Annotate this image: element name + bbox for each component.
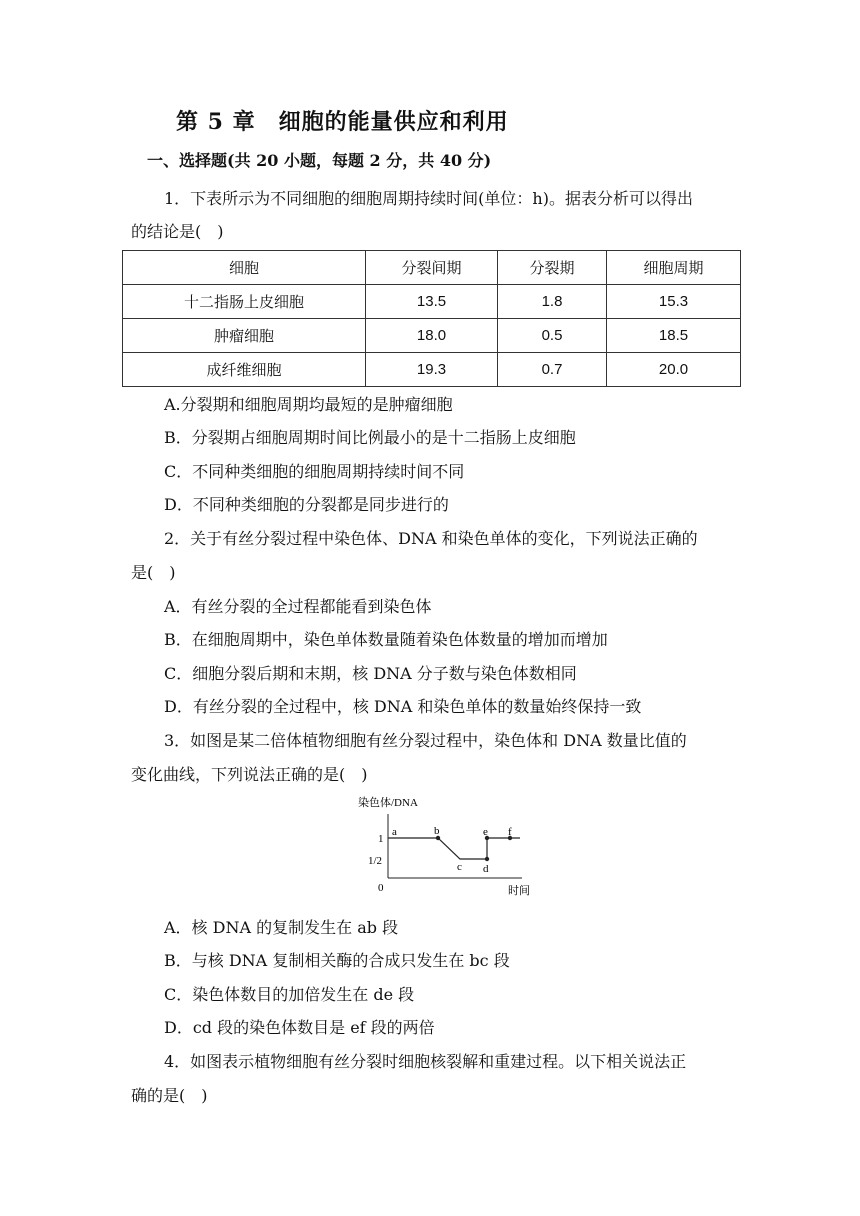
q1-option-c: C．不同种类细胞的细胞周期持续时间不同	[164, 462, 465, 481]
table-cell: 十二指肠上皮细胞	[123, 285, 366, 319]
graph-point-label: a	[392, 826, 397, 838]
table-header-cell: 分裂间期	[366, 251, 498, 285]
q3-option-b: B．与核 DNA 复制相关酶的合成只发生在 bc 段	[164, 951, 510, 970]
table-header-row	[123, 251, 741, 285]
q4-stem-line2: 确的是( )	[131, 1086, 208, 1105]
q2-option-d: D．有丝分裂的全过程中，核 DNA 和染色单体的数量始终保持一致	[164, 697, 642, 716]
graph-curve	[388, 838, 520, 859]
q2-stem-line2: 是( )	[131, 563, 176, 582]
table-row	[123, 285, 741, 319]
table-cell: 20.0	[607, 353, 741, 387]
graph-xlabel: 时间	[508, 885, 530, 897]
cell-cycle-table	[122, 250, 741, 387]
graph-point-label: b	[434, 825, 440, 837]
table-row	[123, 319, 741, 353]
q3-option-d: D．cd 段的染色体数目是 ef 段的两倍	[164, 1018, 435, 1037]
table-cell: 13.5	[366, 285, 498, 319]
q4-stem-line1: 4．如图表示植物细胞有丝分裂时细胞核裂解和重建过程。以下相关说法正	[164, 1052, 687, 1071]
q2-stem-line1: 2．关于有丝分裂过程中染色体、DNA 和染色单体的变化，下列说法正确的	[164, 529, 698, 548]
table-cell: 19.3	[366, 353, 498, 387]
q3-option-a: A．核 DNA 的复制发生在 ab 段	[164, 918, 399, 937]
q2-option-c: C．细胞分裂后期和末期，核 DNA 分子数与染色体数相同	[164, 664, 577, 683]
graph-y-tick-1: 1	[378, 833, 384, 845]
q1-stem-line2: 的结论是( )	[131, 222, 224, 241]
table-cell: 成纤维细胞	[123, 353, 366, 387]
graph-y-tick-half: 1/2	[368, 855, 383, 867]
graph-point-label: e	[483, 826, 488, 838]
graph-origin-label: 0	[378, 882, 384, 894]
chapter-title: 第 5 章 细胞的能量供应和利用	[176, 109, 509, 135]
graph-point-label: c	[457, 861, 462, 873]
graph-point-label: f	[508, 826, 512, 838]
chromosome-dna-ratio-graph	[350, 792, 550, 902]
table-cell: 15.3	[607, 285, 741, 319]
q3-stem-line1: 3．如图是某二倍体植物细胞有丝分裂过程中，染色体和 DNA 数量比值的	[164, 731, 687, 750]
q3-option-c: C．染色体数目的加倍发生在 de 段	[164, 985, 415, 1004]
table-header-cell: 细胞周期	[607, 251, 741, 285]
q2-option-b: B．在细胞周期中，染色单体数量随着染色体数量的增加而增加	[164, 630, 608, 649]
q1-stem-line1: 1．下表所示为不同细胞的细胞周期持续时间(单位：h)。据表分析可以得出	[164, 189, 693, 208]
q1-option-b: B．分裂期占细胞周期时间比例最小的是十二指肠上皮细胞	[164, 428, 576, 447]
table-header-cell: 分裂期	[498, 251, 607, 285]
table-cell: 0.5	[498, 319, 607, 353]
table-header-cell: 细胞	[123, 251, 366, 285]
table-cell: 18.0	[366, 319, 498, 353]
graph-ylabel: 染色体/DNA	[358, 797, 418, 809]
table-cell: 肿瘤细胞	[123, 319, 366, 353]
table-cell: 0.7	[498, 353, 607, 387]
q1-option-a: A.分裂期和细胞周期均最短的是肿瘤细胞	[164, 395, 453, 414]
q2-option-a: A．有丝分裂的全过程都能看到染色体	[164, 597, 432, 616]
section-heading: 一、选择题(共 20 小题，每题 2 分，共 40 分)	[147, 151, 492, 170]
q1-option-d: D．不同种类细胞的分裂都是同步进行的	[164, 495, 449, 514]
table-cell: 1.8	[498, 285, 607, 319]
table-cell: 18.5	[607, 319, 741, 353]
q3-stem-line2: 变化曲线，下列说法正确的是( )	[131, 765, 368, 784]
graph-point-d	[485, 857, 489, 861]
graph-point-label: d	[483, 863, 489, 875]
table-row	[123, 353, 741, 387]
